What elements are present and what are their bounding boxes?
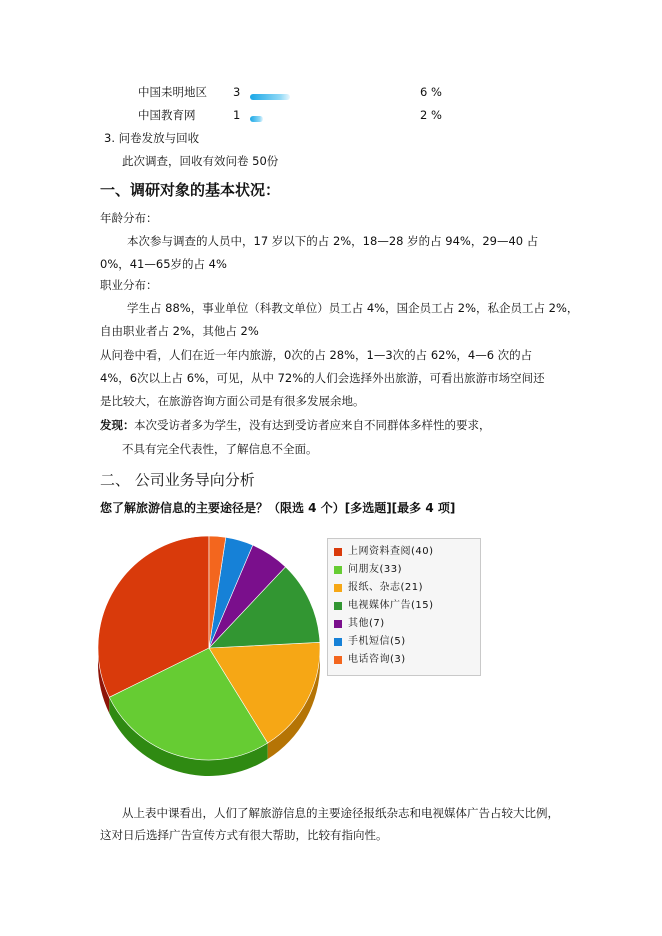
job-label: 职业分布： <box>100 278 158 292</box>
heading-basic-status: 一、调研对象的基本状况： <box>100 181 281 199</box>
age-line-2: 0%，41—65岁的占 4% <box>100 257 227 271</box>
legend-swatch <box>334 548 342 556</box>
legend-label: 其他(7) <box>348 618 385 629</box>
legend-swatch <box>334 656 342 664</box>
survey-row-name-1: 中国耒明地区 <box>138 85 207 99</box>
survey-row-pct-2: 2 % <box>420 108 442 122</box>
legend-swatch <box>334 566 342 574</box>
legend-label: 手机短信(5) <box>348 636 406 647</box>
heading-business-analysis: 二、 公司业务导向分析 <box>100 471 255 489</box>
finding-line-2: 不具有完全代表性，了解信息不全面。 <box>122 442 318 456</box>
age-line-1: 本次参与调查的人员中，17 岁以下的占 2%，18—28 岁的占 94%，29—40 占 <box>127 234 539 248</box>
job-line-2: 自由职业者占 2%，其他占 2% <box>100 324 259 338</box>
section3-body: 此次调查，回收有效问卷 50份 <box>122 154 279 168</box>
chart-legend <box>327 538 481 676</box>
survey-row-bar-2 <box>250 116 263 122</box>
survey-row-name-2: 中国教育网 <box>138 108 196 122</box>
legend-swatch <box>334 584 342 592</box>
section3-title: 3. 问卷发放与回收 <box>104 131 200 145</box>
travel-line-2: 4%，6次以上占 6%，可见，从中 72%的人们会选择外出旅游，可看出旅游市场空间还 <box>100 371 545 385</box>
legend-swatch <box>334 620 342 628</box>
travel-line-3: 是比较大，在旅游咨询方面公司是有很多发展余地。 <box>100 394 365 408</box>
legend-label: 电视媒体广告(15) <box>348 600 434 611</box>
travel-line-1: 从问卷中看，人们在近一年内旅游，0次的占 28%，1—3次的占 62%，4—6 次的占 <box>100 348 533 362</box>
question-title: 您了解旅游信息的主要途径是？（限选 4 个）[多选题][最多 4 项] <box>100 501 456 515</box>
survey-row-count-1: 3 <box>233 85 241 99</box>
survey-row-count-2: 1 <box>233 108 241 122</box>
pie-chart <box>90 528 330 788</box>
legend-swatch <box>334 638 342 646</box>
legend-label: 报纸、杂志(21) <box>348 582 424 593</box>
job-line-1: 学生占 88%，事业单位（科教文单位）员工占 4%，国企员工占 2%，私企员工占 2%， <box>127 301 579 315</box>
legend-swatch <box>334 602 342 610</box>
finding-label: 发现： <box>100 418 135 432</box>
age-label: 年龄分布： <box>100 211 158 225</box>
finding-line-1: 本次受访者多为学生，没有达到受访者应来自不同群体多样性的要求， <box>134 418 491 432</box>
conclusion-line-1: 从上表中课看出，人们了解旅游信息的主要途径报纸杂志和电视媒体广告占较大比例， <box>122 806 559 820</box>
legend-label: 上网资料查阅(40) <box>348 546 434 557</box>
legend-label: 问朋友(33) <box>348 564 403 575</box>
conclusion-line-2: 这对日后选择广告宣传方式有很大帮助，比较有指向性。 <box>100 828 388 842</box>
survey-row-pct-1: 6 % <box>420 85 442 99</box>
survey-row-bar-1 <box>250 94 290 100</box>
legend-label: 电话咨询(3) <box>348 654 406 665</box>
